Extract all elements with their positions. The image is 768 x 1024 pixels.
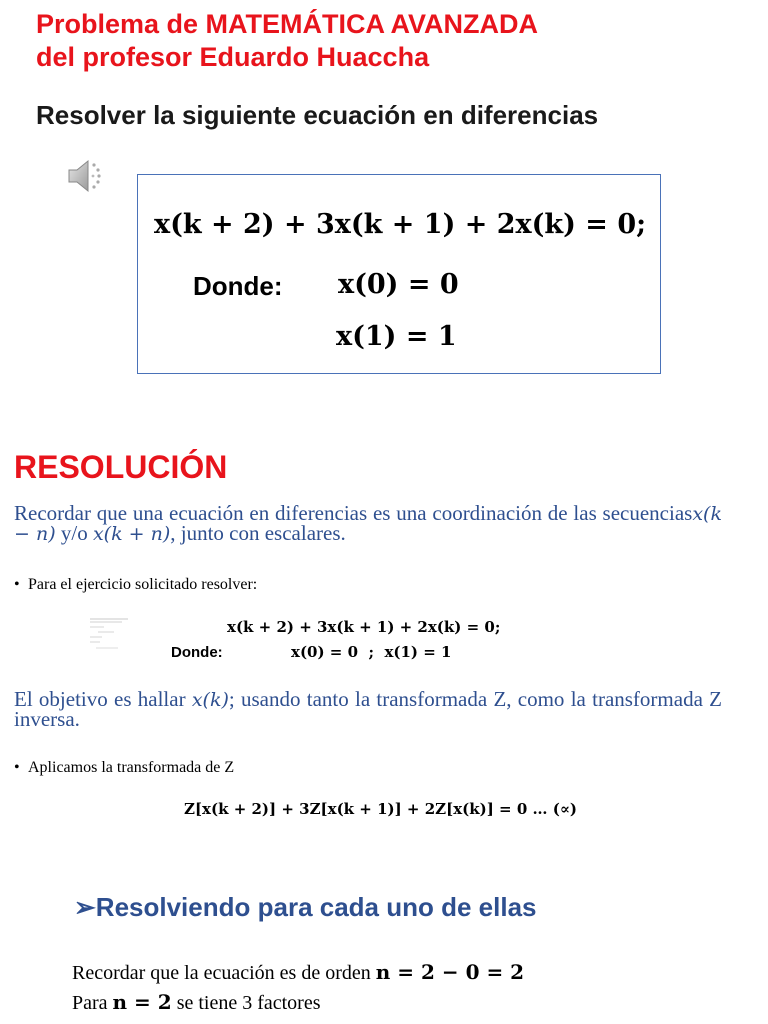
- page-subtitle: Resolver la siguiente ecuación en diferencias: [36, 100, 599, 130]
- factors-line-prefix: Para: [72, 992, 113, 1014]
- intro-text-part2: , junto con escalares.: [170, 521, 346, 545]
- order-line-math: n = 2 − 0 = 2: [375, 960, 525, 984]
- main-equation: x(k + 2) + 3x(k + 1) + 2x(k) = 0;: [154, 209, 647, 240]
- intro-text-part1: Recordar que una ecuación en diferencias es una coordinación de las secuencias: [14, 501, 693, 525]
- header-title-line1: Problema de MATEMÁTICA AVANZADA: [36, 9, 539, 39]
- sequence-plus: x(k + n): [92, 523, 171, 545]
- header-title-line2: del profesor Eduardo Huaccha: [36, 42, 430, 72]
- intro-paragraph: [14, 501, 722, 545]
- speaker-icon[interactable]: [66, 156, 108, 196]
- initial-condition-x0: x(0) = 0: [338, 269, 459, 300]
- intro-yo: y/o: [55, 521, 93, 545]
- objective-text-part2: ; usando tanto la transformada Z, como la transformada Z inversa.: [14, 687, 722, 731]
- arrow-bullet-icon: ➢: [74, 892, 96, 922]
- order-line: [72, 960, 524, 985]
- bullet-z-transform-text: Aplicamos la transformada de Z: [28, 759, 235, 776]
- donde-label: Donde:: [193, 271, 283, 301]
- small-conditions: x(0) = 0 ; x(1) = 1: [291, 643, 452, 661]
- solving-heading: [74, 892, 537, 923]
- factors-line-math: n = 2: [112, 990, 172, 1014]
- order-line-text: Recordar que la ecuación es de orden: [72, 962, 376, 984]
- equation-box: [137, 174, 661, 374]
- objective-variable: x(k): [191, 689, 229, 711]
- bullet-exercise-text: Para el ejercicio solicitado resolver:: [28, 576, 258, 593]
- slide-thumbnail: [88, 616, 132, 652]
- resolution-title: RESOLUCIÓN: [14, 449, 228, 485]
- sequence-minus: x(k − n): [14, 503, 722, 545]
- objective-paragraph: [14, 687, 722, 731]
- initial-condition-x1: x(1) = 1: [336, 321, 457, 352]
- z-transform-equation: Z[x(k + 2)] + 3Z[x(k + 1)] + 2Z[x(k)] = 0 … (∝): [184, 800, 577, 818]
- bullet-exercise: • Para el ejercicio solicitado resolver:: [14, 576, 258, 593]
- small-donde-label: Donde:: [171, 644, 223, 661]
- objective-text-part1: El objetivo es hallar: [14, 687, 192, 711]
- factors-line-suffix: se tiene 3 factores: [171, 992, 321, 1014]
- bullet-z-transform: • Aplicamos la transformada de Z: [14, 759, 235, 776]
- factors-line: [72, 990, 321, 1015]
- small-equation: x(k + 2) + 3x(k + 1) + 2x(k) = 0;: [227, 618, 501, 636]
- solving-heading-text: Resolviendo para cada uno de ellas: [95, 892, 537, 922]
